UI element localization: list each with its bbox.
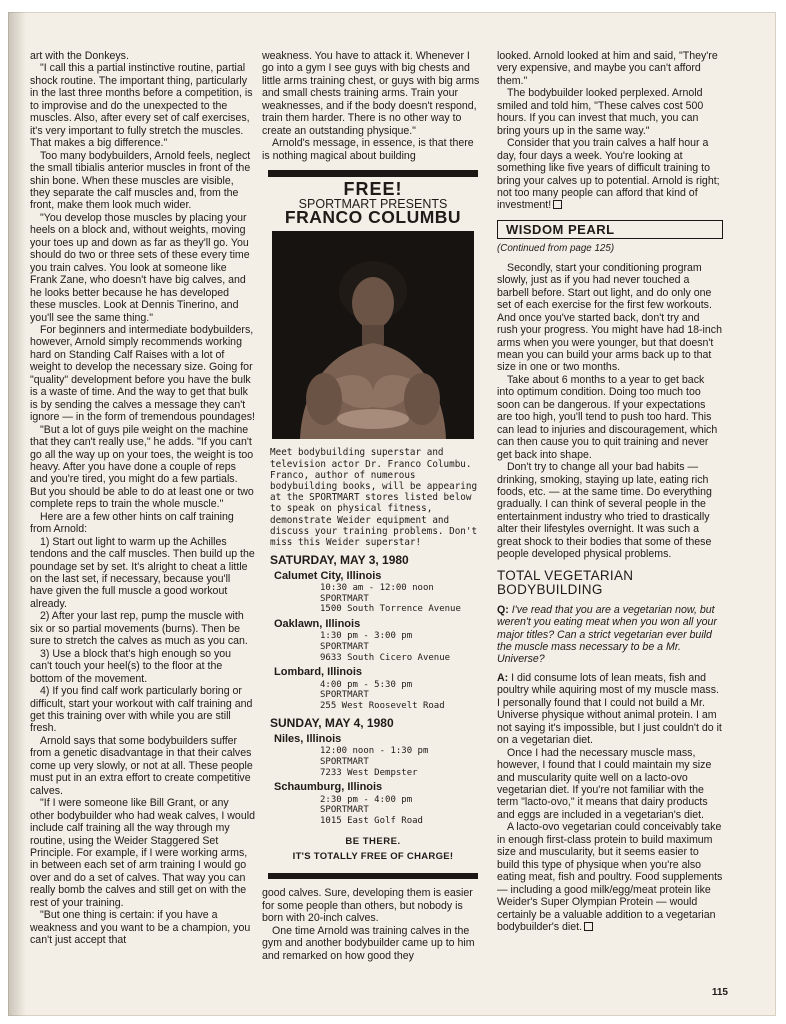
paragraph: For beginners and intermediate bodybuilders, however, Arnold simply recommends working hard on Standing Calf Raises with a lot of weight to develop the necessary size. Going for "quality" development before you have the bulk is a waste of time. And the way to get that bulk is by sending the calves a message they can't ignore — in the form of tremendous poundages! (30, 323, 255, 424)
paragraph (497, 137, 723, 212)
event-city: Lombard, Illinois (274, 666, 363, 679)
paragraph: 4) If you find calf work particularly boring or difficult, start your workout with calf training and get this training over with while you are still fresh. (30, 685, 253, 735)
page-number: 115 (711, 987, 728, 998)
question (497, 604, 723, 666)
paragraph: Don't try to change all your bad habits — drinking, smoking, staying up late, eating rich foods, etc. — at the same time. Do everything gradually. I can think of several people in the entertainment industry who tried to drastically alter their lifestyles overnight. It was such a great shock to their bodies that some of these people developed physical problems. (497, 461, 712, 561)
ad-blurb: Meet bodybuilding superstar and television actor Dr. Franco Columbu. Franco, author of numerous bodybuilding books, will be appearing at the SPORTMART stores listed below to speak on physical fitness, demonstrate Weider equipment and discuss your training problems. Don't miss this Weider superstar! (270, 447, 478, 549)
event-address: 9633 South Cicero Avenue (320, 652, 451, 663)
paragraph: art with the Donkeys. (30, 50, 129, 62)
paragraph: 3) Use a block that's high enough so you can't touch your heel(s) to the floor at the bottom of the movement. (30, 647, 232, 685)
paragraph: Arnold's message, in essence, is that there is nothing magical about building (262, 137, 474, 162)
answer-text: I did consume lots of lean meats, fish and poultry while aquiring most of my muscle mass. I personally found that I could not build a Mr. Universe physique without animal protein. I am not saying it's impossible, but I just couldn't do it on a vegetarian diet. (497, 671, 722, 747)
paragraph-text: Consider that you train calves a half hour a day, four days a week. You're looking at something like five years of difficult training to bring your calves up to potential. Arnold is right; not too many people can afford that kind of investment! (497, 137, 720, 212)
event-time: 12:00 noon - 1:30 pm (320, 746, 429, 757)
ad-presents: SPORTMART PRESENTS (298, 196, 448, 211)
event-time: 1:30 pm - 3:00 pm (320, 631, 413, 642)
event-store: SPORTMART (320, 805, 369, 816)
ad-free-heading: FREE! (343, 179, 403, 200)
paragraph: "But one thing is certain: if you have a weakness and you want to be a champion, you can't just accept that (30, 909, 251, 947)
paragraph: The bodybuilder looked perplexed. Arnold smiled and told him, "These calves cost 500 hours. If you can invest that much, you can bring yours up in the same way." (497, 87, 704, 137)
paragraph: Secondly, start your conditioning program slowly, just as if you had never touched a barbell before. Start out light, and do only one set of each exercise for the first few workouts. And once you've started back, don't try and rush your progress. You might have had 18-inch arms when you were younger, but that doesn't mean you can build your arms back up to that size in one or two months. (497, 261, 722, 374)
event-time: 4:00 pm - 5:30 pm (320, 679, 413, 690)
paragraph: good calves. Sure, developing them is easier for some people than others, but nobody is born with 20-inch calves. (262, 887, 473, 925)
event-schaumburg (262, 781, 484, 826)
vegetarian-heading: TOTAL VEGETARIAN BODYBUILDING (497, 567, 634, 598)
question-text: I've read that you are a vegetarian now, but weren't you eating meat when you won all your major titles? Can a strict vegetarian ever build the muscle mass necessary to be a Mr. Universe? (497, 603, 717, 666)
event-day-1: SATURDAY, MAY 3, 1980 (270, 553, 409, 568)
paragraph: Too many bodybuilders, Arnold feels, neglect the small tibialis anterior muscles in front of the shin bone. When these muscles are visible, they separate the calf muscles and, from the front, make them look much wider. (30, 149, 251, 212)
event-store: SPORTMART (320, 593, 369, 604)
paragraph: 1) Start out light to warm up the Achilles tendons and the calf muscles. Then build up the poundage set by set. It's alright to cheat a little on the last set, if necessary, because you'll have given the full muscle a good workout already. (30, 535, 255, 610)
wisdom-pearl-heading: WISDOM PEARL (497, 220, 723, 239)
ad-be-there: BE THERE. (345, 836, 401, 848)
paragraph: Once I had the necessary muscle mass, however, I found that I could maintain my size and muscularity quite well on a lacto-ovo vegetarian diet. If you're not familiar with the term "lacto-ovo," it means that dairy products and eggs are included in a vegetarian's diet. (497, 746, 712, 821)
sportmart-ad (262, 170, 484, 879)
paragraph: Here are a few other hints on calf training from Arnold: (30, 510, 234, 536)
event-day-2: SUNDAY, MAY 4, 1980 (270, 716, 394, 731)
paragraph: weakness. You have to attack it. Whenever I go into a gym I see guys with big chests and little arms training chest, or guys with big arms and small chests training arms. Train your weaknesses, and if the body doesn't respond, train them harder. There is no other way to create an outstanding physique." (262, 50, 480, 137)
event-store: SPORTMART (320, 690, 369, 701)
event-calumet (262, 570, 484, 615)
event-store: SPORTMART (320, 642, 369, 652)
magazine-page (8, 12, 776, 1016)
paragraph (497, 821, 723, 933)
paragraph: "If I were someone like Bill Grant, or any other bodybuilder who had weak calves, I would include calf training all the way through my routine, using the Weider Staggered Set Principle. For example, if I were working arms, in between each set of arm training I would go over and do a set of calves. That way you can really bomb the calves and still get on with the rest of your training. (30, 797, 255, 909)
paragraph: 2) After your last rep, pump the muscle with six or so partial movements (burns). Then be sure to stretch the calves as much as you can. (30, 610, 248, 648)
paragraph: "You develop those muscles by placing your heels on a block and, without weights, moving your toes up and down as far as they'll go. You should do two or three sets of these every time you train calves. You look at someone like Frank Zane, who doesn't have big calves, and he looks better because he has developed these muscles. Look at Dennis Tinerino, and you'll see the same thing." (30, 211, 250, 324)
paragraph: Arnold says that some bodybuilders suffer from a genetic disadvantage in that their calves come up very slowly, or not at all. These people must put in an extra effort to create competitive calves. (30, 734, 253, 797)
event-time: 10:30 am - 12:00 noon (320, 583, 434, 594)
event-city: Oaklawn, Illinois (274, 617, 361, 630)
end-mark-icon (584, 922, 593, 931)
event-city: Calumet City, Illinois (274, 569, 382, 582)
paragraph: One time Arnold was training calves in the gym and another bodybuilder came up to him and remarked on how good they (262, 924, 475, 962)
column-1 (30, 50, 255, 947)
event-oaklawn (262, 618, 484, 663)
event-city: Schaumburg, Illinois (274, 781, 383, 794)
event-address: 1500 South Torrence Avenue (320, 604, 461, 615)
ad-title: FRANCO COLUMBU (284, 206, 462, 227)
paragraph: "But a lot of guys pile weight on the machine that they can't really use," he adds. "If you can't go all the way up on your toes, the weight is too heavy. After you have done a couple of reps and you're tired, you might do a few partials. But you should be able to do at least one or two complete reps to train the whole muscle." (30, 423, 254, 511)
column-2 (262, 50, 484, 962)
paragraph: Take about 6 months to a year to get back into optimum condition. Doing too much too soon can be dangerous. If your expectations are too high, you'll tend to push too hard. This can lead to injuries and discouragement, which can then cause you to quit training and never get back into shape. (497, 373, 718, 461)
answer-label: A: (497, 671, 509, 684)
event-time: 2:30 pm - 4:00 pm (320, 794, 413, 805)
end-mark-icon (553, 200, 562, 209)
event-store: SPORTMART (320, 756, 369, 767)
ad-free-of-charge: IT'S TOTALLY FREE OF CHARGE! (292, 850, 454, 862)
event-niles (262, 733, 484, 778)
event-lombard (262, 666, 484, 711)
event-address: 255 West Roosevelt Road (320, 700, 445, 711)
event-city: Niles, Illinois (274, 732, 342, 745)
event-address: 1015 East Golf Road (320, 815, 423, 826)
answer (497, 672, 723, 747)
question-label: Q: (497, 603, 509, 616)
paragraph-text: A lacto-ovo vegetarian could conceivably take in enough first-class protein to build maximum size and muscularity, but it seems easier to build this type of physique when you're also eating meat, fish and poultry. Food supplements — including a good milk/egg/meat protein like Weider's Super Olympian Protein — would certainly be a valuable addition to a vegetarian bodybuilder's diet. (497, 821, 723, 933)
column-3 (497, 50, 723, 933)
paragraph: "I call this a partial instinctive routine, partial shock routine. The important thing, particularly in the last three months before a competition, is to improvise and do the unexpected to the muscles. Also, after every set of calf exercises, it's very important to fully stretch the muscles. That makes a big difference." (30, 62, 253, 150)
paragraph: looked. Arnold looked at him and said, "They're very expensive, and maybe you can't afford them." (497, 50, 718, 87)
continued-note: (Continued from page 125) (497, 243, 615, 255)
event-address: 7233 West Dempster (320, 767, 418, 778)
ad-bottom-rule (268, 873, 478, 879)
franco-columbu-photo (272, 231, 474, 439)
ad-top-rule (268, 170, 478, 177)
